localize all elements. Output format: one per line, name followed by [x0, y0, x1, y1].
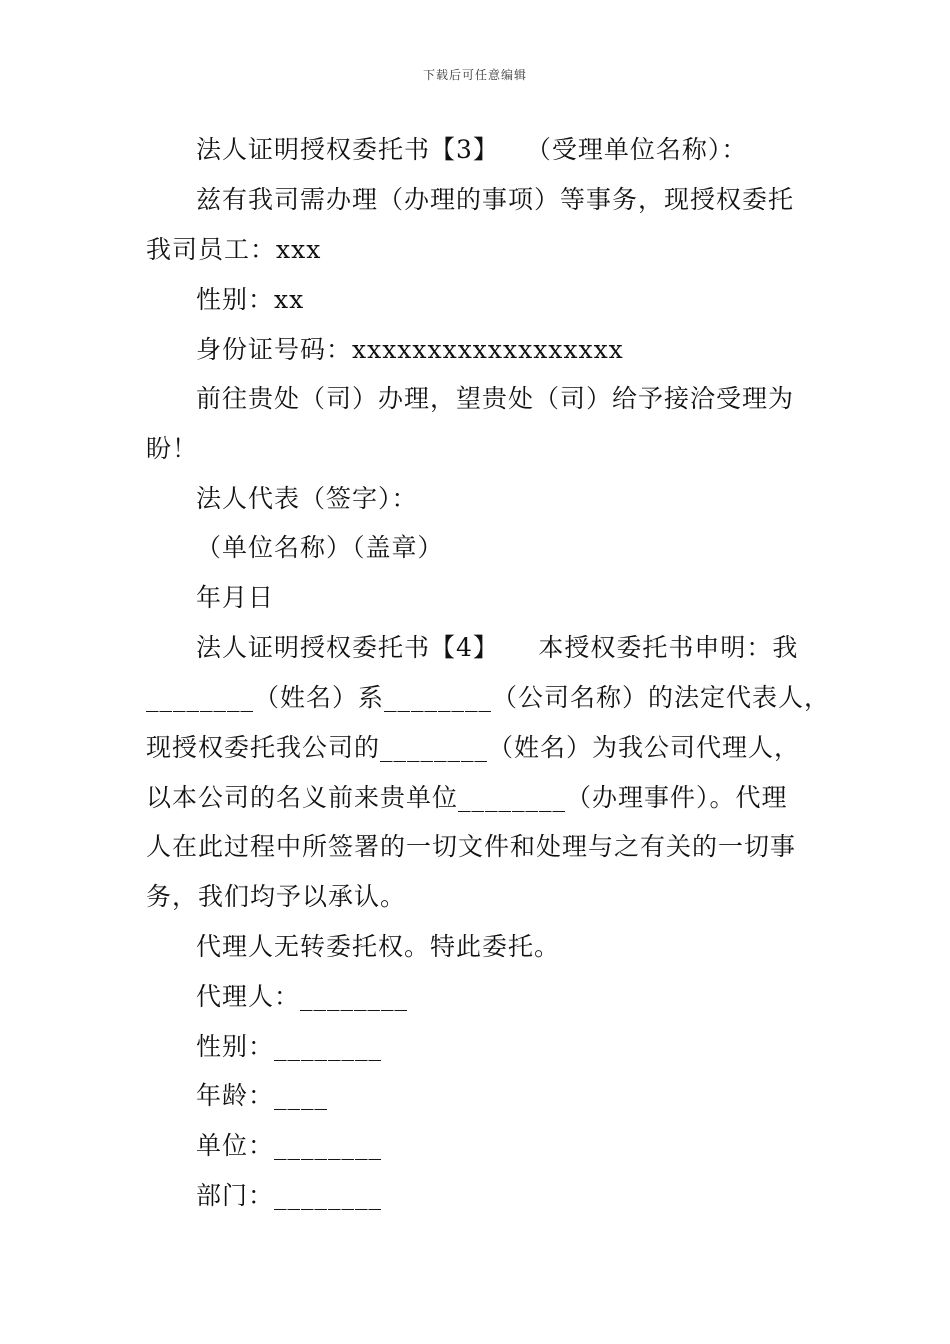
doc-line-6: 前往贵处（司）办理，望贵处（司）给予接洽受理为	[196, 384, 795, 413]
doc-line-15: 人在此过程中所签署的一切文件和处理与之有关的一切事	[146, 832, 797, 861]
doc-line-10: 年月日	[196, 583, 275, 612]
doc-line-12: ________（姓名）系________（公司名称）的法定代表人，	[146, 683, 831, 712]
page-header: 下载后可任意编辑	[422, 68, 527, 82]
doc-line-20: 年龄：____	[196, 1081, 329, 1110]
doc-line-2: 兹有我司需办理（办理的事项）等事务，现授权委托	[196, 185, 795, 214]
doc-line-19: 性别：________	[196, 1032, 383, 1061]
doc-line-16: 务，我们均予以承认。	[146, 882, 407, 911]
doc-line-11: 法人证明授权委托书【4】 本授权委托书申明：我	[196, 633, 799, 662]
doc-line-4: 性别：xx	[196, 285, 305, 314]
doc-line-7: 盼！	[146, 434, 199, 463]
doc-line-22: 部门：________	[196, 1181, 383, 1210]
doc-line-18: 代理人：________	[196, 982, 409, 1011]
doc-line-3: 我司员工：xxx	[146, 235, 322, 264]
doc-line-8: 法人代表（签字）：	[196, 484, 418, 513]
doc-line-5: 身份证号码：xxxxxxxxxxxxxxxxxx	[196, 335, 624, 364]
doc-line-1: 法人证明授权委托书【3】 （受理单位名称）：	[196, 135, 748, 164]
doc-line-14: 以本公司的名义前来贵单位________（办理事件）。代理	[146, 783, 788, 812]
doc-line-17: 代理人无转委托权。特此委托。	[196, 932, 561, 961]
doc-line-21: 单位：________	[196, 1131, 383, 1160]
doc-line-13: 现授权委托我公司的________（姓名）为我公司代理人，	[146, 733, 801, 762]
doc-line-9: （单位名称）（盖章）	[196, 533, 444, 562]
